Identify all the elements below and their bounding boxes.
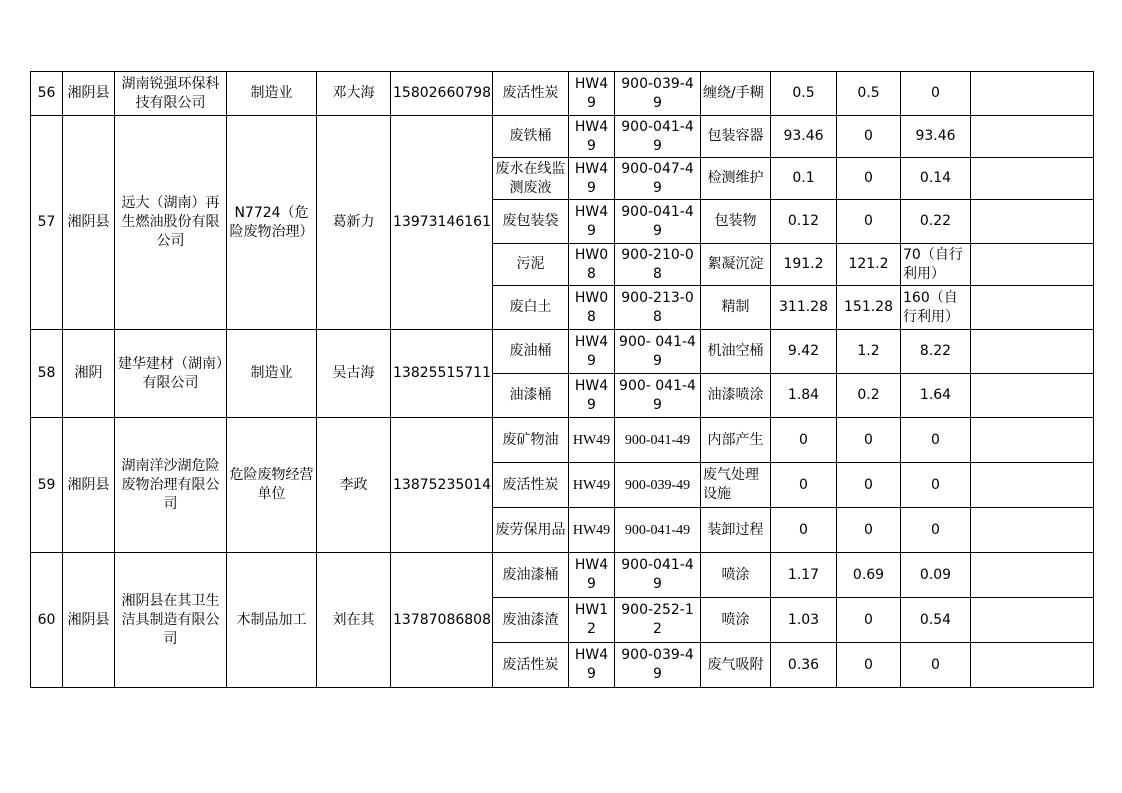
cell-note bbox=[971, 643, 1094, 688]
cell-company: 湘阴县在其卫生洁具制造有限公司 bbox=[115, 553, 227, 688]
cell-company: 湖南锐强环保科技有限公司 bbox=[115, 72, 227, 116]
cell-process: 内部产生 bbox=[701, 418, 771, 463]
cell-no: 58 bbox=[31, 330, 63, 418]
cell-no: 56 bbox=[31, 72, 63, 116]
cell-process: 废气处理设施 bbox=[701, 463, 771, 508]
cell-amount: 0 bbox=[771, 508, 837, 553]
cell-waste-code: 900-039-49 bbox=[615, 643, 701, 688]
cell-waste-name: 废活性炭 bbox=[493, 463, 569, 508]
cell-no: 57 bbox=[31, 116, 63, 330]
cell-amount: 0.36 bbox=[771, 643, 837, 688]
table-row bbox=[31, 418, 1094, 463]
cell-waste-name: 废铁桶 bbox=[493, 116, 569, 158]
cell-phone: 13973146161 bbox=[391, 116, 493, 330]
cell-industry: 危险废物经营单位 bbox=[227, 418, 317, 553]
cell-stock: 0 bbox=[837, 643, 901, 688]
table-row bbox=[31, 116, 1094, 158]
cell-industry: 木制品加工 bbox=[227, 553, 317, 688]
cell-waste-code: 900-213-08 bbox=[615, 286, 701, 330]
cell-waste-code: 900-041-49 bbox=[615, 508, 701, 553]
cell-process: 检测维护 bbox=[701, 158, 771, 200]
cell-waste-code: 900-210-08 bbox=[615, 244, 701, 286]
table-row bbox=[31, 553, 1094, 598]
cell-stock: 0.2 bbox=[837, 374, 901, 418]
cell-process: 喷涂 bbox=[701, 553, 771, 598]
cell-waste-category: HW12 bbox=[569, 598, 615, 643]
cell-stock: 0 bbox=[837, 508, 901, 553]
cell-waste-category: HW49 bbox=[569, 200, 615, 244]
cell-amount: 9.42 bbox=[771, 330, 837, 374]
cell-process: 絮凝沉淀 bbox=[701, 244, 771, 286]
cell-stock: 0.5 bbox=[837, 72, 901, 116]
cell-amount: 0.5 bbox=[771, 72, 837, 116]
cell-note bbox=[971, 508, 1094, 553]
cell-waste-code: 900-041-49 bbox=[615, 553, 701, 598]
cell-amount: 0 bbox=[771, 418, 837, 463]
cell-waste-name: 废活性炭 bbox=[493, 643, 569, 688]
cell-waste-category: HW49 bbox=[569, 418, 615, 463]
cell-waste-category: HW49 bbox=[569, 116, 615, 158]
cell-disposed: 160（自行利用） bbox=[901, 286, 971, 330]
cell-stock: 151.28 bbox=[837, 286, 901, 330]
cell-process: 机油空桶 bbox=[701, 330, 771, 374]
cell-waste-category: HW08 bbox=[569, 286, 615, 330]
cell-note bbox=[971, 418, 1094, 463]
cell-amount: 1.03 bbox=[771, 598, 837, 643]
cell-amount: 0.12 bbox=[771, 200, 837, 244]
cell-stock: 1.2 bbox=[837, 330, 901, 374]
cell-disposed: 0 bbox=[901, 643, 971, 688]
cell-waste-code: 900- 041-49 bbox=[615, 374, 701, 418]
cell-phone: 13825515711 bbox=[391, 330, 493, 418]
cell-note bbox=[971, 374, 1094, 418]
cell-note bbox=[971, 72, 1094, 116]
cell-disposed: 93.46 bbox=[901, 116, 971, 158]
cell-process: 废气吸附 bbox=[701, 643, 771, 688]
cell-disposed: 70（自行利用） bbox=[901, 244, 971, 286]
cell-note bbox=[971, 553, 1094, 598]
cell-note bbox=[971, 598, 1094, 643]
cell-county: 湘阴县 bbox=[63, 72, 115, 116]
cell-disposed: 0 bbox=[901, 418, 971, 463]
cell-no: 60 bbox=[31, 553, 63, 688]
cell-note bbox=[971, 116, 1094, 158]
cell-phone: 15802660798 bbox=[391, 72, 493, 116]
cell-amount: 93.46 bbox=[771, 116, 837, 158]
cell-note bbox=[971, 463, 1094, 508]
cell-waste-code: 900-041-49 bbox=[615, 200, 701, 244]
cell-process: 精制 bbox=[701, 286, 771, 330]
cell-waste-name: 废活性炭 bbox=[493, 72, 569, 116]
cell-disposed: 0.14 bbox=[901, 158, 971, 200]
cell-waste-name: 污泥 bbox=[493, 244, 569, 286]
cell-county: 湘阴县 bbox=[63, 553, 115, 688]
cell-phone: 13875235014 bbox=[391, 418, 493, 553]
cell-waste-name: 废矿物油 bbox=[493, 418, 569, 463]
cell-disposed: 0.09 bbox=[901, 553, 971, 598]
cell-amount: 311.28 bbox=[771, 286, 837, 330]
cell-industry: 制造业 bbox=[227, 72, 317, 116]
cell-waste-name: 废水在线监测废液 bbox=[493, 158, 569, 200]
cell-waste-category: HW49 bbox=[569, 463, 615, 508]
cell-waste-name: 废劳保用品 bbox=[493, 508, 569, 553]
waste-table bbox=[30, 71, 1094, 688]
cell-county: 湘阴 bbox=[63, 330, 115, 418]
cell-waste-category: HW49 bbox=[569, 330, 615, 374]
cell-process: 包装物 bbox=[701, 200, 771, 244]
cell-waste-category: HW49 bbox=[569, 72, 615, 116]
cell-waste-code: 900-041-49 bbox=[615, 116, 701, 158]
cell-note bbox=[971, 244, 1094, 286]
cell-disposed: 0 bbox=[901, 72, 971, 116]
cell-waste-code: 900-041-49 bbox=[615, 418, 701, 463]
cell-county: 湘阴县 bbox=[63, 418, 115, 553]
cell-note bbox=[971, 330, 1094, 374]
cell-disposed: 8.22 bbox=[901, 330, 971, 374]
cell-contact: 吴古海 bbox=[317, 330, 391, 418]
cell-waste-code: 900-039-49 bbox=[615, 72, 701, 116]
cell-waste-name: 废油桶 bbox=[493, 330, 569, 374]
cell-stock: 0.69 bbox=[837, 553, 901, 598]
cell-waste-category: HW49 bbox=[569, 553, 615, 598]
cell-disposed: 0.54 bbox=[901, 598, 971, 643]
cell-amount: 1.84 bbox=[771, 374, 837, 418]
cell-amount: 0.1 bbox=[771, 158, 837, 200]
cell-waste-code: 900- 041-49 bbox=[615, 330, 701, 374]
cell-waste-category: HW49 bbox=[569, 158, 615, 200]
cell-phone: 13787086808 bbox=[391, 553, 493, 688]
cell-no: 59 bbox=[31, 418, 63, 553]
cell-stock: 0 bbox=[837, 418, 901, 463]
table-row bbox=[31, 72, 1094, 116]
table-row bbox=[31, 330, 1094, 374]
cell-contact: 邓大海 bbox=[317, 72, 391, 116]
cell-waste-code: 900-252-12 bbox=[615, 598, 701, 643]
cell-company: 建华建材（湖南）有限公司 bbox=[115, 330, 227, 418]
cell-process: 装卸过程 bbox=[701, 508, 771, 553]
cell-note bbox=[971, 158, 1094, 200]
cell-amount: 0 bbox=[771, 463, 837, 508]
cell-process: 油漆喷涂 bbox=[701, 374, 771, 418]
cell-waste-name: 废包装袋 bbox=[493, 200, 569, 244]
cell-contact: 李政 bbox=[317, 418, 391, 553]
cell-stock: 0 bbox=[837, 200, 901, 244]
cell-waste-name: 废油漆渣 bbox=[493, 598, 569, 643]
cell-stock: 0 bbox=[837, 116, 901, 158]
cell-waste-category: HW49 bbox=[569, 508, 615, 553]
cell-disposed: 0 bbox=[901, 508, 971, 553]
cell-contact: 刘在其 bbox=[317, 553, 391, 688]
cell-stock: 0 bbox=[837, 598, 901, 643]
cell-waste-code: 900-047-49 bbox=[615, 158, 701, 200]
cell-waste-category: HW49 bbox=[569, 643, 615, 688]
cell-waste-name: 油漆桶 bbox=[493, 374, 569, 418]
cell-county: 湘阴县 bbox=[63, 116, 115, 330]
cell-process: 包装容器 bbox=[701, 116, 771, 158]
cell-note bbox=[971, 200, 1094, 244]
cell-company: 湖南洋沙湖危险废物治理有限公司 bbox=[115, 418, 227, 553]
cell-stock: 0 bbox=[837, 158, 901, 200]
cell-process: 喷涂 bbox=[701, 598, 771, 643]
cell-waste-name: 废白土 bbox=[493, 286, 569, 330]
cell-waste-code: 900-039-49 bbox=[615, 463, 701, 508]
cell-disposed: 1.64 bbox=[901, 374, 971, 418]
cell-contact: 葛新力 bbox=[317, 116, 391, 330]
table-body bbox=[31, 72, 1094, 688]
cell-note bbox=[971, 286, 1094, 330]
cell-industry: N7724（危险废物治理） bbox=[227, 116, 317, 330]
cell-disposed: 0 bbox=[901, 463, 971, 508]
cell-process: 缠绕/手糊 bbox=[701, 72, 771, 116]
cell-amount: 1.17 bbox=[771, 553, 837, 598]
cell-industry: 制造业 bbox=[227, 330, 317, 418]
cell-stock: 121.2 bbox=[837, 244, 901, 286]
cell-waste-category: HW49 bbox=[569, 374, 615, 418]
cell-disposed: 0.22 bbox=[901, 200, 971, 244]
cell-waste-name: 废油漆桶 bbox=[493, 553, 569, 598]
cell-amount: 191.2 bbox=[771, 244, 837, 286]
cell-stock: 0 bbox=[837, 463, 901, 508]
cell-company: 远大（湖南）再生燃油股份有限公司 bbox=[115, 116, 227, 330]
cell-waste-category: HW08 bbox=[569, 244, 615, 286]
